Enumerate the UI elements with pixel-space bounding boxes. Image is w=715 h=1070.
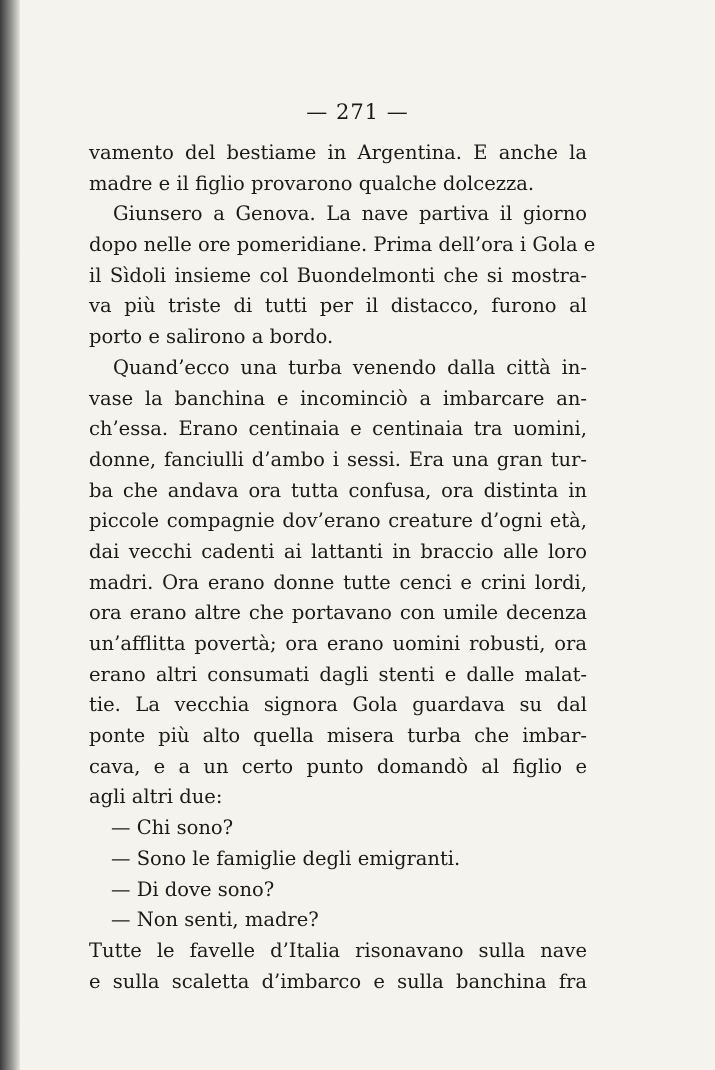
text-line: ba che andava ora tutta confusa, ora distinta in [89,478,587,502]
text-line: un’afflitta povertà; ora erano uomini robusti, ora [89,632,587,655]
text-line: erano altri consumati dagli stenti e dalle malat- [89,662,587,686]
page-number: — 271 — [306,100,409,124]
text-line: Giunsero a Genova. La nave partiva il giorno [113,202,587,226]
text-line: vase la banchina e incominciò a imbarcare an- [89,386,587,410]
text-line: dopo nelle ore pomeridiane. Prima dell’ora i Gola e [89,233,596,257]
text-line: madre e il figlio provarono qualche dolcezza. [89,171,535,195]
text-line: piccole compagnie dov’erano creature d’ogni età, [89,509,587,533]
text-line: — Non senti, madre? [111,908,319,932]
text-line: ponte più alto quella misera turba che imbar- [89,724,587,748]
text-line: tie. La vecchia signora Gola guardava su dal [89,693,587,717]
text-line: agli altri due: [89,785,223,809]
text-line: il Sìdoli insieme col Buondelmonti che si mostra- [89,263,587,287]
text-line: Quand’ecco una turba venendo dalla città in- [113,355,587,379]
text-line: ch’essa. Erano centinaia e centinaia tra uomini, [89,417,587,441]
body-text [89,138,596,997]
text-line: ora erano altre che portavano con umile decenza [89,601,587,625]
text-line: Tutte le favelle d’Italia risonavano sulla nave [89,938,587,962]
text-line: dai vecchi cadenti ai lattanti in braccio alle loro [89,539,587,563]
text-line: va più triste di tutti per il distacco, furono al [89,294,587,318]
text-line: — Chi sono? [111,816,234,840]
text-line: vamento del bestiame in Argentina. E anche la [89,141,587,164]
text-line: — Di dove sono? [111,877,275,901]
text-line: porto e salirono a bordo. [89,325,334,349]
text-line: cava, e a un certo punto domandò al figlio e [89,754,587,778]
text-line: madri. Ora erano donne tutte cenci e crini lordi, [89,570,587,594]
text-line: donne, fanciulli d’ambo i sessi. Era una gran tur- [89,447,587,471]
scan-binding-edge [0,0,20,1070]
text-line: e sulla scaletta d’imbarco e sulla banchina fra [89,969,587,993]
text-line: — Sono le famiglie degli emigranti. [111,846,461,870]
